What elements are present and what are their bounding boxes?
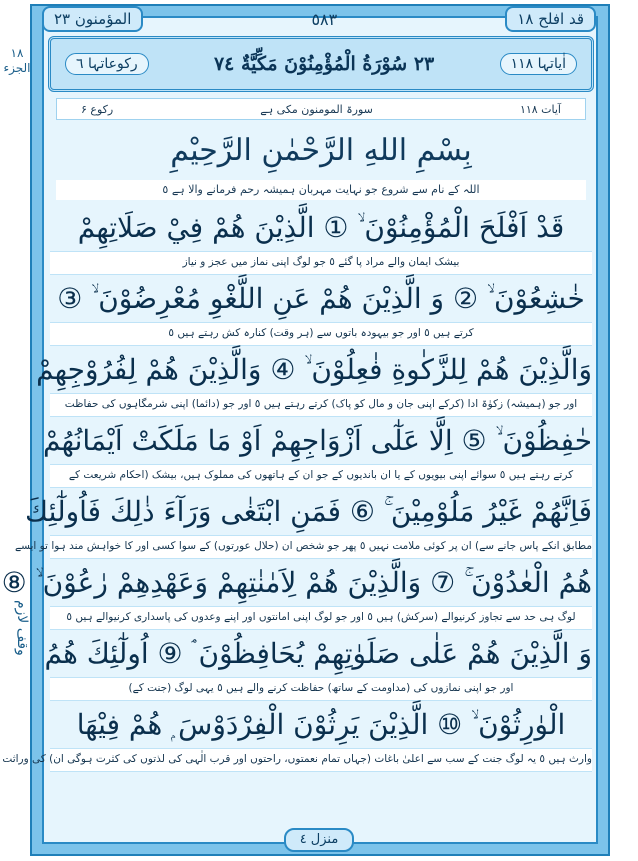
- surah-title: ٢٣ سُوْرَةُ الْمُؤْمِنُوْنَ مَكِّيَّةٌ ٧٤: [213, 53, 435, 75]
- verse-translation: اور جو اپنی نمازوں کی (مداومت کے ساتھ) حفاظت کرنے والے ہیں ٥ یہی لوگ (جنت کے): [50, 677, 592, 701]
- page-header: [32, 6, 606, 32]
- verse-arabic: وَالَّذِيْنَ هُمْ لِلزَّكٰوةِ فٰعِلُوْنَ ۙ ④ وَالَّذِيْنَ هُمْ لِفُرُوْجِهِمْ: [36, 353, 592, 386]
- verse-translation: کرتے ہیں ٥ اور جو بیہودہ باتوں سے (ہر وقت) کنارہ کش رہتے ہیں ٥: [50, 322, 592, 346]
- info-ruku: رکوع ۶: [81, 102, 114, 116]
- juz-marker: ١٨ الجزء: [3, 46, 31, 75]
- verse-arabic: وَ الَّذِيْنَ هُمْ عَلٰى صَلَوٰتِهِمْ يُحَافِظُوْنَ ۘ ⑨ اُولٰٓئِكَ هُمُ: [44, 637, 592, 670]
- verse-row: [36, 346, 592, 417]
- surah-ayat-count: اٰیاتہا ۱۱۸: [500, 53, 577, 75]
- verse-arabic: حٰفِظُوْنَ ۙ ⑤ اِلَّا عَلٰٓى اَزْوَاجِهِمْ اَوْ مَا مَلَكَتْ اَيْمَانُهُمْ: [43, 424, 592, 457]
- verse-row: [14, 488, 592, 559]
- surah-info-line: [56, 98, 586, 120]
- info-ayat: آیات ۱۱۸: [519, 102, 561, 116]
- verse-arabic: فَاِنَّهُمْ غَيْرُ مَلُوْمِيْنَ ۚ ⑥ فَمَنِ ابْتَغٰى وَرَآءَ ذٰلِكَ فَاُولٰٓئِكَ: [25, 495, 592, 528]
- verse-arabic: خٰشِعُوْنَ ۙ ② وَ الَّذِيْنَ هُمْ عَنِ اللَّغْوِ مُعْرِضُوْنَ ۙ ③: [57, 282, 585, 315]
- page-number: ٥٨٣: [311, 9, 338, 29]
- verse-arabic: الْوٰرِثُوْنَ ۙ ⑩ الَّذِيْنَ يَرِثُوْنَ الْفِرْدَوْسَ ۭ هُمْ فِيْهَا: [76, 708, 566, 741]
- surah-ruku-count: رکوعاتہا ٦: [65, 53, 149, 75]
- verse-row: [44, 630, 592, 701]
- verse-row: [2, 701, 592, 772]
- verse-translation: وارث ہیں ٥ یہ لوگ جنت کے سب سے اعلیٰ باغات (جہاں تمام نعمتوں، راحتوں اور قرب الٰہی کی لذتوں کی کثرت ہوگی ان) کی وراثت: [50, 748, 592, 772]
- header-para-name: قد افلح ١٨: [505, 6, 596, 32]
- header-surah-name: المؤمنون ٢٣: [42, 6, 143, 32]
- info-surah: سورۃ المومنون مکی ہے: [260, 102, 373, 116]
- page-footer: [0, 828, 638, 852]
- waqf-lazim-marker: وقف لازم: [14, 600, 30, 656]
- verse-row: [50, 204, 592, 275]
- verse-arabic: هُمُ الْعٰدُوْنَ ۚ ⑦ وَالَّذِيْنَ هُمْ لِاَمٰنٰتِهِمْ وَعَهْدِهِمْ رٰعُوْنَ ۙ ⑧: [1, 566, 592, 599]
- verse-translation: بیشک ایمان والے مراد پا گئے ٥ جو لوگ اپنی نماز میں عجز و نیاز: [50, 251, 592, 275]
- verse-translation: اور جو (ہمیشہ) زکوٰۃ ادا (کرکے اپنی جان و مال کو پاک) کرتے رہتے ہیں ٥ اور جو (دائما) اپنی شرمگاہوں کی حفاظت: [50, 393, 592, 417]
- manzil-marker: منزل ٤: [284, 828, 355, 852]
- surah-banner: [48, 36, 594, 92]
- verse-row: [43, 417, 592, 488]
- verse-row: [50, 275, 592, 346]
- verse-translation: لوگ ہی حد سے تجاوز کرنیوالے (سرکش) ہیں ٥ اور جو لوگ اپنی امانتوں اور اپنے وعدوں کی پاسداری کرنیوالے ہیں ٥: [50, 606, 592, 630]
- verse-arabic: قَدْ اَفْلَحَ الْمُؤْمِنُوْنَ ۙ ① الَّذِيْنَ هُمْ فِيْ صَلَاتِهِمْ: [77, 211, 565, 244]
- verse-translation: مطابق انکے پاس جانے سے) ان پر کوئی ملامت نہیں ٥ پھر جو شخص ان (حلال عورتوں) کے سوا کسی اور کا خواہش مند ہوا تو ایسے: [50, 535, 592, 559]
- bismillah-arabic: بِسْمِ اللهِ الرَّحْمٰنِ الرَّحِيْمِ: [170, 133, 472, 168]
- verse-translation: کرتے رہتے ہیں ٥ سوائے اپنی بیویوں کے یا ان باندیوں کے جو ان کے ہاتھوں کی مملوک ہیں، بیشک (احکام شریعت کے: [50, 464, 592, 488]
- bismillah-translation: اللہ کے نام سے شروع جو نہایت مہربان ہمیشہ رحم فرمانے والا ہے ٥: [56, 180, 586, 200]
